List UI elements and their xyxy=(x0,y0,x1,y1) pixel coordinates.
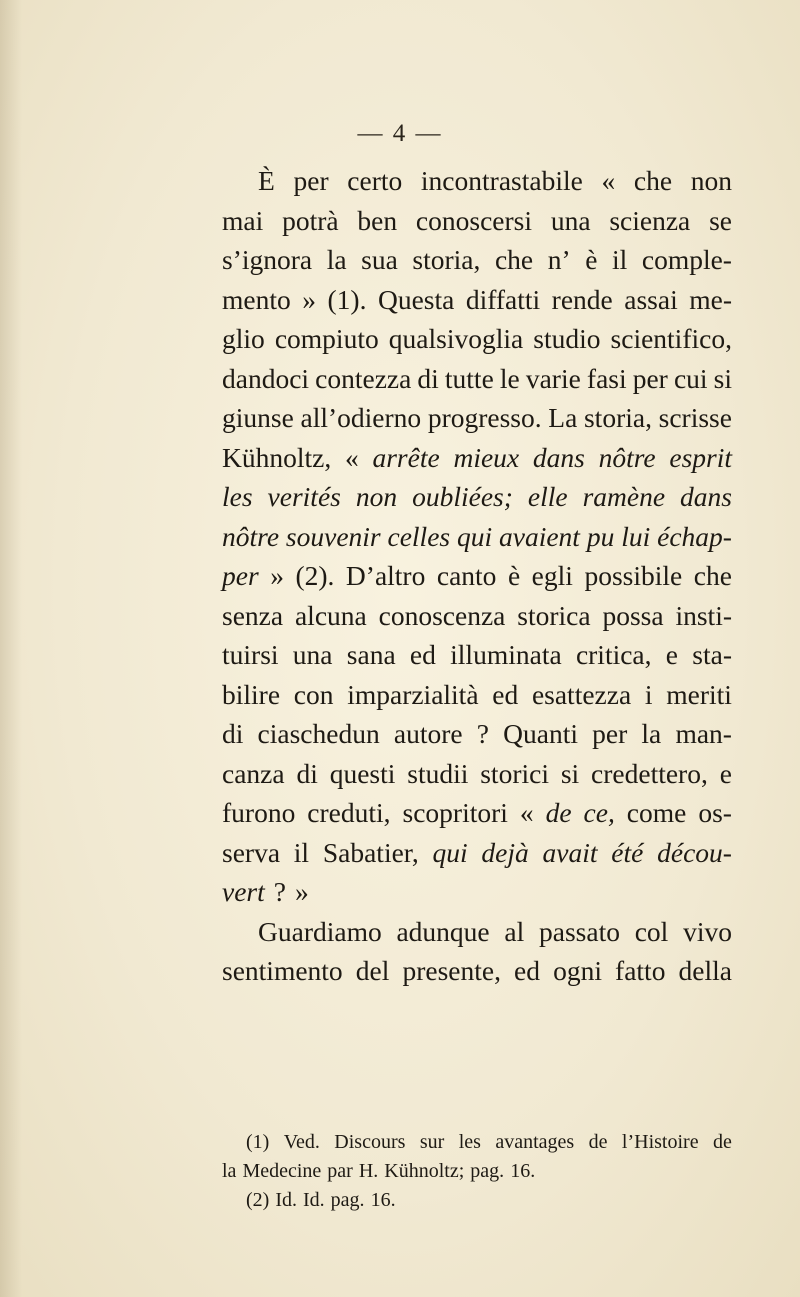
word: varie xyxy=(525,362,581,394)
word: » xyxy=(302,283,316,315)
word: storica xyxy=(517,599,591,631)
text-line xyxy=(222,912,732,952)
word: che xyxy=(633,165,673,196)
word: » xyxy=(270,560,284,591)
word: dans xyxy=(680,481,732,512)
word: si xyxy=(713,362,732,394)
word: per xyxy=(293,165,329,196)
word: os- xyxy=(698,797,732,828)
word: non xyxy=(690,165,732,196)
word: pu xyxy=(586,520,615,552)
word: man- xyxy=(675,718,732,749)
word: elle xyxy=(527,481,568,512)
word: e xyxy=(719,757,732,789)
word: una xyxy=(292,639,333,670)
body-text xyxy=(222,161,732,991)
word: qualsivoglia xyxy=(388,323,524,354)
footnote-word: sur xyxy=(419,1131,445,1153)
text-line xyxy=(222,517,732,557)
word: scienza xyxy=(609,204,691,236)
word: autore xyxy=(393,718,463,749)
word: senza xyxy=(222,599,284,631)
word: serva xyxy=(222,836,281,868)
word: La xyxy=(548,402,578,433)
word: non xyxy=(355,481,398,512)
footnotes xyxy=(222,1128,732,1215)
word: « xyxy=(601,165,616,196)
word: vert xyxy=(222,876,265,907)
word: compiuto xyxy=(274,323,379,354)
word: di xyxy=(296,757,318,789)
word: scopritori xyxy=(402,797,508,828)
word: sana xyxy=(346,639,396,670)
word: mai xyxy=(222,204,264,236)
word: ramène xyxy=(582,481,666,512)
word: certo xyxy=(347,165,403,196)
word: Quanti xyxy=(503,718,578,749)
word: la xyxy=(641,718,662,749)
word: critica, xyxy=(575,639,652,670)
word: imparzialità xyxy=(347,678,479,710)
footnote-word: pag. xyxy=(470,1160,505,1182)
text-line xyxy=(222,675,732,715)
word: per xyxy=(632,362,668,394)
word: canza xyxy=(222,757,285,789)
footnote-word: Id. xyxy=(275,1189,297,1211)
word: la xyxy=(326,244,347,275)
word: egli xyxy=(531,560,573,591)
footnote-line xyxy=(222,1157,732,1186)
text-line xyxy=(222,161,732,201)
footnote-word: de xyxy=(713,1131,732,1153)
word: souvenir xyxy=(285,520,381,552)
word: al xyxy=(504,915,525,947)
word: una xyxy=(550,204,591,236)
footnote-line xyxy=(222,1186,732,1215)
word: incontrastabile xyxy=(420,165,583,196)
word: possa xyxy=(602,599,664,631)
word: furono xyxy=(222,797,296,828)
word: oubliées; xyxy=(412,481,513,512)
word: sta- xyxy=(692,639,732,670)
word: meriti xyxy=(666,678,732,710)
word: e xyxy=(665,639,678,670)
word: assai xyxy=(624,283,678,315)
word: ciaschedun xyxy=(257,718,380,749)
word: le xyxy=(499,362,520,394)
word: décou- xyxy=(657,836,732,868)
spine-shadow xyxy=(0,0,22,1297)
word: rende xyxy=(551,283,613,315)
word: nôtre xyxy=(598,441,656,473)
text-line xyxy=(222,833,732,873)
word: ed xyxy=(514,955,540,986)
word: con xyxy=(293,678,334,710)
footnote-word: par xyxy=(327,1160,353,1182)
word: Guardiamo xyxy=(258,915,382,947)
word: storia, xyxy=(583,402,652,433)
word: della xyxy=(678,955,732,986)
word: il xyxy=(612,244,628,275)
text-line xyxy=(222,872,732,912)
word: scrisse xyxy=(658,402,732,433)
word: qui xyxy=(432,836,468,868)
word: presente, xyxy=(402,955,501,986)
word: contezza xyxy=(315,362,412,394)
text-line xyxy=(222,793,732,833)
word: ed xyxy=(492,678,519,710)
word: bilire xyxy=(222,678,281,710)
word: storici xyxy=(480,757,549,789)
word: progresso. xyxy=(427,402,542,433)
word: per xyxy=(222,560,259,591)
footnote-word: les xyxy=(458,1131,481,1153)
word: avaient xyxy=(499,520,580,552)
word: scientifico, xyxy=(610,323,732,354)
footnote-word: pag. xyxy=(330,1189,365,1211)
word: Kühnoltz, xyxy=(222,441,332,473)
word: si xyxy=(560,757,580,789)
word: (1). xyxy=(327,283,367,315)
word: dans xyxy=(532,441,585,473)
word: canto xyxy=(436,560,497,591)
word: ben xyxy=(357,204,398,236)
text-line xyxy=(222,754,732,794)
word: fatto xyxy=(615,955,666,986)
word: ed xyxy=(409,639,436,670)
footnote-word: l’Histoire xyxy=(621,1131,699,1153)
word: esprit xyxy=(669,441,732,473)
word: per xyxy=(592,718,628,749)
footnote-word: 16. xyxy=(370,1189,396,1211)
word: Questa xyxy=(377,283,455,315)
text-line xyxy=(222,477,732,517)
word: questi xyxy=(329,757,396,789)
footnote-word: Kühnoltz; xyxy=(384,1160,465,1182)
word: passato xyxy=(539,915,620,947)
footnote-word: la xyxy=(222,1160,237,1182)
word: il xyxy=(293,836,310,868)
word: » xyxy=(294,876,309,907)
text-line xyxy=(222,359,732,399)
word: D’altro xyxy=(345,560,426,591)
word: adunque xyxy=(396,915,490,947)
word: che xyxy=(494,244,534,275)
word: arrête xyxy=(372,441,440,473)
word: sua xyxy=(361,244,398,275)
word: qui xyxy=(456,520,493,552)
word: conoscenza xyxy=(378,599,506,631)
footnote-word: H. xyxy=(358,1160,379,1182)
word: Sabatier, xyxy=(322,836,419,868)
word: ce, xyxy=(583,797,615,828)
word: credettero, xyxy=(591,757,708,789)
footnote-line xyxy=(222,1128,732,1157)
word: studio xyxy=(533,323,601,354)
word: che xyxy=(693,560,732,591)
word: i xyxy=(644,678,653,710)
word: ? xyxy=(476,718,489,749)
word: illuminata xyxy=(450,639,562,670)
word: ogni xyxy=(553,955,602,986)
word: cui xyxy=(673,362,708,394)
footnote-word: avantages xyxy=(495,1131,575,1153)
word: verités xyxy=(267,481,341,512)
word: lui xyxy=(621,520,651,552)
word: è xyxy=(507,560,521,591)
word: potrà xyxy=(282,204,339,236)
word: è xyxy=(585,244,598,275)
text-line xyxy=(222,596,732,636)
word: giunse xyxy=(222,402,294,433)
word: sentimento xyxy=(222,955,343,986)
word: esattezza xyxy=(531,678,632,710)
word: del xyxy=(355,955,390,986)
footnote-word: 16. xyxy=(510,1160,536,1182)
text-line xyxy=(222,714,732,754)
word: été xyxy=(611,836,644,868)
text-line xyxy=(222,951,732,991)
word: mieux xyxy=(453,441,520,473)
footnote-word: Id. xyxy=(303,1189,325,1211)
word: glio xyxy=(222,323,265,354)
word: di xyxy=(417,362,439,394)
text-line xyxy=(222,556,732,596)
word: dandoci xyxy=(222,362,310,394)
word: celles xyxy=(387,520,451,552)
word: « xyxy=(519,797,534,828)
word: col xyxy=(634,915,669,947)
footnote-word: Medecine xyxy=(242,1160,322,1182)
word: storia, xyxy=(412,244,481,275)
word: mento xyxy=(222,283,291,315)
word: nôtre xyxy=(222,520,280,552)
word: fasi xyxy=(586,362,627,394)
word: échap- xyxy=(657,520,732,552)
word: conoscersi xyxy=(415,204,532,236)
text-line xyxy=(222,280,732,320)
footnote-word: de xyxy=(588,1131,608,1153)
word: de xyxy=(545,797,572,828)
word: se xyxy=(709,204,732,236)
word: ? xyxy=(273,876,286,907)
footnote-word: Discours xyxy=(334,1131,406,1153)
word: alcuna xyxy=(294,599,367,631)
word: n’ xyxy=(547,244,571,275)
word: È xyxy=(258,165,275,196)
footnote-word: (1) xyxy=(246,1131,270,1153)
word: s’ignora xyxy=(222,244,313,275)
text-line xyxy=(222,438,732,478)
page-number: — 4 — xyxy=(357,120,443,147)
text-line xyxy=(222,240,732,280)
word: tuirsi xyxy=(222,639,279,670)
word: (2). xyxy=(295,560,335,591)
footnote-word: (2) xyxy=(246,1189,270,1211)
word: dejà xyxy=(481,836,529,868)
word: insti- xyxy=(675,599,732,631)
word: come xyxy=(626,797,687,828)
word: « xyxy=(344,441,359,473)
word: studii xyxy=(407,757,469,789)
word: di xyxy=(222,718,244,749)
footnote-word: Ved. xyxy=(283,1131,320,1153)
word: les xyxy=(222,481,253,512)
word: diffatti xyxy=(465,283,541,315)
word: all’odierno xyxy=(300,402,422,433)
word: avait xyxy=(542,836,598,868)
word: possibile xyxy=(584,560,683,591)
text-line xyxy=(222,398,732,438)
word: me- xyxy=(689,283,732,315)
word: creduti, xyxy=(307,797,391,828)
word: vivo xyxy=(683,915,732,947)
word: tutte xyxy=(444,362,494,394)
word: comple- xyxy=(641,244,732,275)
text-line xyxy=(222,635,732,675)
text-line xyxy=(222,201,732,241)
text-line xyxy=(222,319,732,359)
